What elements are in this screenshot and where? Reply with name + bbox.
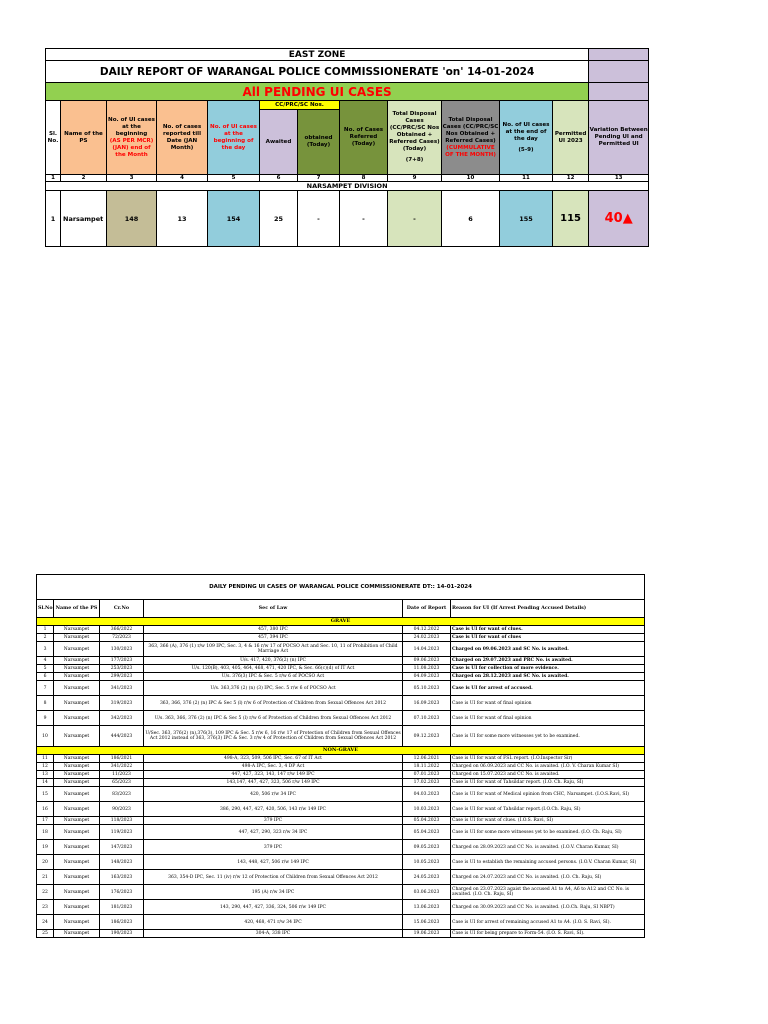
row-ps: Narsampet: [54, 673, 100, 681]
table-row: [37, 665, 645, 673]
row-law: 379 IPC: [144, 817, 403, 825]
row-slno: 22: [37, 885, 54, 900]
header-slno: Sl. No.: [46, 101, 61, 175]
row-crno: 163/2023: [100, 870, 144, 885]
row-ps: Narsampet: [54, 755, 100, 763]
row-law: 379 IPC: [144, 840, 403, 855]
row-ps: Narsampet: [54, 657, 100, 665]
division-label: NARSAMPET DIVISION: [46, 182, 649, 191]
row-law: 457, 380 IPC: [144, 626, 403, 634]
detail-header-law: Sec of Law: [144, 600, 403, 618]
header-variation: Variation Between Pending UI and Permitted UI: [589, 101, 649, 175]
row-law: 420, 468, 471 r/w 34 IPC: [144, 915, 403, 930]
row-crno: 176/2023: [100, 885, 144, 900]
table-row: [37, 657, 645, 665]
row-crno: 11/2023: [100, 771, 144, 779]
row-reason: Case is UI for some more witnesses yet to be examined.: [451, 726, 645, 747]
row-reason: Case is UI for want of Tahsildar report.(I.O.Ch. Raju, SI): [451, 802, 645, 817]
table-row: [37, 870, 645, 885]
row-slno: 1: [37, 626, 54, 634]
table-row: [37, 802, 645, 817]
row-date: 13.06.2023: [403, 900, 451, 915]
row-slno: 25: [37, 930, 54, 938]
row-law: 457, 394 IPC: [144, 634, 403, 642]
grave-band: GRAVE: [37, 618, 645, 626]
row-crno: 186/2021: [100, 755, 144, 763]
report-title: DAILY REPORT OF WARANGAL POLICE COMMISSIONERATE 'on' 14-01-2024: [46, 61, 589, 83]
row-date: 07.10.2023: [403, 711, 451, 726]
summary-data-row: [46, 191, 649, 247]
row-crno: 147/2023: [100, 840, 144, 855]
row-ps: Narsampet: [54, 779, 100, 787]
table-row: [37, 930, 645, 938]
table-row: [37, 855, 645, 870]
row-date: 09.05.2023: [403, 840, 451, 855]
row-ps: Narsampet: [54, 930, 100, 938]
row-date: 04.12.2022: [403, 626, 451, 634]
row-reason: Charged on 09.06.2023 and SC No. is awaited.: [451, 642, 645, 657]
row-crno: 118/2023: [100, 817, 144, 825]
row-variation: 40▲: [589, 191, 649, 247]
grave-rows: [37, 626, 645, 747]
row-law: U/s. 363,376 (2) (n) (3) IPC, Sec. 5 r/w 6 of POCSO Act: [144, 681, 403, 696]
row-reason: Case is UI for want of clues. (I.O.S. Ravi, SI): [451, 817, 645, 825]
row-beginning: 148: [107, 191, 157, 247]
header-reported: No. of cases reported till Date (JAN Month): [157, 101, 208, 175]
row-crno: 119/2023: [100, 825, 144, 840]
table-row: [37, 634, 645, 642]
row-disposal-today: -: [388, 191, 442, 247]
row-ps: Narsampet: [54, 855, 100, 870]
detail-header-slno: Sl.No: [37, 600, 54, 618]
row-slno: 8: [37, 696, 54, 711]
detail-header-ps: Name of the PS: [54, 600, 100, 618]
header-disposal-today: Total Disposal Cases (CC/PRC/SC Nos Obtained + Referred Cases) (Today) (7+8): [388, 101, 442, 175]
table-row: [37, 642, 645, 657]
row-reason: Case is UI to establish the remaining accused persons. (I.O.V. Charan Kumar, SI): [451, 855, 645, 870]
row-law: 304-A, 338 IPC: [144, 930, 403, 938]
table-row: [37, 779, 645, 787]
row-referred: -: [340, 191, 388, 247]
row-slno: 17: [37, 817, 54, 825]
detail-title: DAILY PENDING UI CASES OF WARANGAL POLICE COMMISSIONERATE DT:: 14-01-2024: [37, 575, 645, 600]
table-row: [37, 626, 645, 634]
row-slno: 7: [37, 681, 54, 696]
row-date: 14.04.2023: [403, 642, 451, 657]
table-row: [37, 817, 645, 825]
row-reason: Charged on 06.09.2023 and CC No. is awaited. (I.O. V. Charan Kumar SI): [451, 763, 645, 771]
row-disposal-cum: 6: [442, 191, 500, 247]
row-ps: Narsampet: [54, 665, 100, 673]
row-law: 363, 366, 376 (2) (n) IPC & Sec 5 (l) r/w 6 of Protection of Children from Sexual Offences Act 2012: [144, 696, 403, 711]
row-reason: Case is UI for want of Medical opinion from CHC, Narsampet. (I.O.S.Ravi, SI): [451, 787, 645, 802]
row-permitted: 115: [553, 191, 589, 247]
row-slno: 15: [37, 787, 54, 802]
row-law: 195 (A) r/w 34 IPC: [144, 885, 403, 900]
header-ps: Name of the PS: [61, 101, 107, 175]
row-crno: 342/2023: [100, 711, 144, 726]
row-date: 17.02.2023: [403, 779, 451, 787]
row-date: 09.12.2023: [403, 726, 451, 747]
row-reason: Case is UI for want of final opinion: [451, 711, 645, 726]
row-date: 16.09.2023: [403, 696, 451, 711]
zone-title: EAST ZONE: [46, 49, 589, 61]
row-date: 18.11.2022: [403, 763, 451, 771]
table-row: [37, 681, 645, 696]
row-ps: Narsampet: [54, 825, 100, 840]
row-slno: 9: [37, 711, 54, 726]
row-crno: 181/2023: [100, 900, 144, 915]
row-date: 03.06.2023: [403, 885, 451, 900]
row-law: U/s. 376(3) IPC & Sec. 5 r/w 6 of POCSO Act: [144, 673, 403, 681]
row-law: 363, 354-D IPC, Sec. 11 (iv) r/w 12 of Protection of Children from Sexual Offences Act 2012: [144, 870, 403, 885]
row-ps: Narsampet: [54, 915, 100, 930]
row-crno: 319/2023: [100, 696, 144, 711]
row-reason: Case is UI for want of clues: [451, 634, 645, 642]
row-slno: 13: [37, 771, 54, 779]
row-ps: Narsampet: [54, 696, 100, 711]
row-reason: Charged on 23.07.2023 agaist the accused A1 to A4, A6 to A12 and CC No. is awaited. (I.O. Ch. Raju, SI): [451, 885, 645, 900]
header-beginning: No. of UI cases at the beginning (AS PER MCR) (JAN) end of the Month: [107, 101, 157, 175]
row-slno: 18: [37, 825, 54, 840]
row-date: 10.03.2023: [403, 802, 451, 817]
row-ps: Narsampet: [54, 771, 100, 779]
row-reason: Case is UI for want of Tahsildar report. (I.O. Ch. Raju, SI): [451, 779, 645, 787]
row-slno: 6: [37, 673, 54, 681]
nongrave-rows: [37, 755, 645, 938]
row-ps: Narsampet: [54, 626, 100, 634]
header-begin-day: No. of UI cases at the beginning of the day: [208, 101, 260, 175]
table-row: [37, 711, 645, 726]
row-date: 04.03.2023: [403, 787, 451, 802]
row-ps: Narsampet: [54, 870, 100, 885]
row-date: 05.10.2023: [403, 681, 451, 696]
row-reason: Case is UI for want of clues.: [451, 626, 645, 634]
row-slno: 14: [37, 779, 54, 787]
row-end-day: 155: [500, 191, 553, 247]
row-ps: Narsampet: [54, 681, 100, 696]
row-ps: Narsampet: [54, 763, 100, 771]
pending-title: All PENDING UI CASES: [46, 83, 589, 101]
row-crno: 72/2023: [100, 634, 144, 642]
row-slno: 11: [37, 755, 54, 763]
row-law: U/s. 363, 366, 376 (2) (n) IPC & Sec 5 (l) r/w 6 of Protection of Children from Sexual Offences Act 2012: [144, 711, 403, 726]
row-begin-day: 154: [208, 191, 260, 247]
row-law: U/s. 120(B), 403, 405, 464, 468, 471, 420 IPC, & Sec. 66(c)(d) of IT Act: [144, 665, 403, 673]
header-referred: No. of Cases Referred (Today): [340, 101, 388, 175]
row-ps: Narsampet: [54, 711, 100, 726]
row-reason: Case is UI for being prepare to Form-54. (I.O. S. Ravi, SI).: [451, 930, 645, 938]
row-slno: 20: [37, 855, 54, 870]
row-ps: Narsampet: [54, 900, 100, 915]
row-crno: 90/2023: [100, 802, 144, 817]
row-crno: 83/2023: [100, 787, 144, 802]
row-reason: Charged on 29.07.2023 and PRC No. is awaited.: [451, 657, 645, 665]
row-law: 143,147, 447, 427, 323, 506 r/w 149 IPC: [144, 779, 403, 787]
row-law: 420, 506 r/w 34 IPC: [144, 787, 403, 802]
row-date: 24.02.2023: [403, 634, 451, 642]
table-row: [37, 885, 645, 900]
row-reason: Charged on 30.09.2023 and CC No. is awaited. (I.O.Ch. Raju, SI NBPT): [451, 900, 645, 915]
row-ps: Narsampet: [54, 840, 100, 855]
row-date: 15.06.2023: [403, 915, 451, 930]
row-law: 386, 290, 447, 427, 420, 506, 143 r/w 149 IPC: [144, 802, 403, 817]
pending-cases-table: [36, 574, 645, 938]
row-crno: 341/2022: [100, 763, 144, 771]
row-law: U/s. 417, 420, 376(2) (n) IPC: [144, 657, 403, 665]
row-slno: 10: [37, 726, 54, 747]
row-date: 04.09.2023: [403, 673, 451, 681]
row-law: U/Sec. 363, 376(2) (n),376(3), 109 IPC & Sec. 5 r/w 6, 16 r/w 17 of Protection of Children from Sexual Offences Act 2012 instead of 363, 376(3) IPC & Sec. 3 r/w 4 of Protection of Children from Sexual Offences Act 2012: [144, 726, 403, 747]
row-slno: 3: [37, 642, 54, 657]
row-crno: 299/2023: [100, 673, 144, 681]
header-end-day: No. of UI cases at the end of the day (5-9): [500, 101, 553, 175]
row-slno: 5: [37, 665, 54, 673]
row-reason: Case is UI for arrest of remaining accused A1 to A4. (I.O. S. Ravi, SI).: [451, 915, 645, 930]
row-ps: Narsampet: [54, 885, 100, 900]
table-row: [37, 840, 645, 855]
row-slno: 23: [37, 900, 54, 915]
row-date: 05.04.2023: [403, 817, 451, 825]
row-reason: Charged on 24.07.2023 and CC No. is awaited. (I.O. Ch. Raju, SI): [451, 870, 645, 885]
table-row: [37, 825, 645, 840]
row-ps: Narsampet: [54, 817, 100, 825]
row-slno: 4: [37, 657, 54, 665]
row-slno: 1: [46, 191, 61, 247]
table-row: [37, 771, 645, 779]
table-row: [37, 900, 645, 915]
table-row: [37, 763, 645, 771]
row-slno: 16: [37, 802, 54, 817]
row-date: 05.04.2023: [403, 825, 451, 840]
row-ps: Narsampet: [54, 726, 100, 747]
row-crno: 148/2023: [100, 855, 144, 870]
row-reported: 13: [157, 191, 208, 247]
row-slno: 2: [37, 634, 54, 642]
row-reason: Case is UI for arrest of accused.: [451, 681, 645, 696]
table-row: [37, 726, 645, 747]
table-row: [37, 787, 645, 802]
header-obtained: obtained (Today): [298, 110, 340, 175]
detail-header-reason: Reason for UI (If Arrest Pending Accused Details): [451, 600, 645, 618]
row-crno: 186/2023: [100, 915, 144, 930]
row-ps: Narsampet: [54, 634, 100, 642]
row-date: 12.06.2021: [403, 755, 451, 763]
detail-header-crno: Cr.No: [100, 600, 144, 618]
row-crno: 130/2023: [100, 642, 144, 657]
summary-table: [45, 48, 649, 247]
row-slno: 24: [37, 915, 54, 930]
detail-header-row: [37, 600, 645, 618]
row-ps: Narsampet: [54, 642, 100, 657]
row-date: 11.08.2023: [403, 665, 451, 673]
row-obtained: -: [298, 191, 340, 247]
row-law: 447, 427, 290, 323 r/w 34 IPC: [144, 825, 403, 840]
row-date: 07.01.2023: [403, 771, 451, 779]
row-crno: 366/2022: [100, 626, 144, 634]
row-reason: Charged on 28.09.2023 and CC No. is awaited. (I.O.V. Charan Kumar, SI): [451, 840, 645, 855]
row-reason: Case is UI for some more witnesses yet to be examined. (I.O. Ch. Raju, SI): [451, 825, 645, 840]
row-reason: Charged on 28.12.2023 and SC No. is awaited.: [451, 673, 645, 681]
table-row: [37, 915, 645, 930]
header-disposal-cum: Total Disposal Cases (CC/PRC/SC Nos Obtained + Referred Cases) (CUMMULATIVE OF THE MONTH): [442, 101, 500, 175]
row-crno: 177/2023: [100, 657, 144, 665]
detail-header-date: Date of Report: [403, 600, 451, 618]
row-law: 363, 366 (A), 376 (1) r/w 109 IPC, Sec. 3, 4 & 16 r/w 17 of POCSO Act and Sec. 10, 11 of Prohibition of Child Marriage Act: [144, 642, 403, 657]
row-slno: 12: [37, 763, 54, 771]
table-row: [37, 755, 645, 763]
row-slno: 19: [37, 840, 54, 855]
row-law: 498-A, 323, 509, 506 IPC, Sec. 67 of IT Act: [144, 755, 403, 763]
row-crno: 341/2023: [100, 681, 144, 696]
row-law: 143, 290, 447, 427, 336, 324, 506 r/w 149 IPC: [144, 900, 403, 915]
row-date: 19.06.2023: [403, 930, 451, 938]
row-law: 447, 427, 323, 143, 147 r/w 149 IPC: [144, 771, 403, 779]
table-row: [37, 696, 645, 711]
row-ps: Narsampet: [61, 191, 107, 247]
row-reason: Case is UI for want of final opinion: [451, 696, 645, 711]
row-reason: Case is UI for want of FSL report. (I.O.Inspector Sir): [451, 755, 645, 763]
header-awaited: Awaited: [260, 110, 298, 175]
row-reason: Case is UI for collection of more evidence.: [451, 665, 645, 673]
nongrave-band: NON-GRAVE: [37, 747, 645, 755]
row-ps: Narsampet: [54, 787, 100, 802]
row-date: 24.05.2023: [403, 870, 451, 885]
row-awaited: 25: [260, 191, 298, 247]
row-crno: 253/2023: [100, 665, 144, 673]
row-law: 143, 448, 427, 506 r/w 149 IPC: [144, 855, 403, 870]
row-slno: 21: [37, 870, 54, 885]
row-ps: Narsampet: [54, 802, 100, 817]
row-date: 09.06.2023: [403, 657, 451, 665]
row-law: 498-A IPC, Sec. 3, 4 DP Act: [144, 763, 403, 771]
column-number-row: 1 2 3 4 5 6 7 8 9 10 11 12 13: [46, 175, 649, 182]
header-permitted: Permitted UI 2023: [553, 101, 589, 175]
row-crno: 444/2023: [100, 726, 144, 747]
row-date: 10.05.2023: [403, 855, 451, 870]
row-crno: 65/2023: [100, 779, 144, 787]
table-row: [37, 673, 645, 681]
header-cc-group: CC/PRC/SC Nos.: [260, 101, 340, 110]
row-reason: Charged on 15.07.2023 and CC No. is awaited.: [451, 771, 645, 779]
row-crno: 190/2023: [100, 930, 144, 938]
